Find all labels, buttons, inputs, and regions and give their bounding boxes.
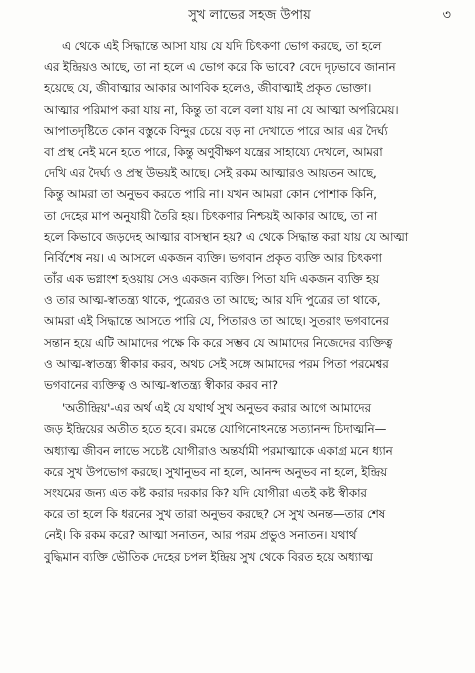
text-line: হয়েছে যে, জীবাত্মার আকার আণবিক হলেও, জীবাত্মাই প্রকৃত ভোক্তা।	[44, 81, 372, 96]
text-line: ও তার আত্ম-স্বাতন্ত্র্য থাকে, পুত্রেরও তা আছে; আর যদি পুত্রের তা থাকে,	[44, 293, 381, 308]
text-line: সংযমের জন্য এত কষ্ট করার দরকার কি? যদি যোগীরা এতই কষ্ট স্বীকার	[44, 485, 367, 500]
text-line: ও আত্ম-স্বাতন্ত্র্য স্বীকার করব, অথচ সেই সঙ্গে আমাদের পরম পিতা পরমেশ্বর	[44, 356, 389, 371]
text-line: এ থেকে এই সিদ্ধান্তে আসা যায় যে যদি চিৎকণা ভোগ করছে, তা হলে	[62, 39, 382, 53]
text-line: তা দেহের মাপ অনুযায়ী তৈরি হয়। চিৎকণার নিশ্চয়ই আকার আছে, তা না	[44, 208, 378, 223]
text-line: নির্বিশেষ নয়। এ আসলে একজন ব্যক্তি। ভগবান প্রকৃত ব্যক্তি আর চিৎকণা	[44, 250, 382, 265]
text-line: আত্মার পরিমাপ করা যায় না, কিন্তু তা বলে বলা যায় না যে আত্মা অপরিমেয়।	[44, 102, 399, 117]
text-line: ভগবানের ব্যক্তিত্ব ও আত্ম-স্বাতন্ত্র্য স্বীকার করব না?	[44, 378, 278, 392]
text-line: করে তা হলে কি ধরনের সুখ তারা অনুভব করছে? সে সুখ অনন্ত—তার শেষ	[44, 507, 386, 522]
text-line: তাঁর এক ভগ্নাংশ হওয়ায় সেও একজন ব্যক্তি। পিতা যদি একজন ব্যক্তি হয়	[44, 272, 379, 287]
text-line: জড় ইন্দ্রিয়ের অতীত হতে হবে। রমন্তে যোগিনোঽনন্তে সত্যানন্দ চিদাত্মনি—	[44, 422, 387, 437]
page-number: ৩	[442, 8, 451, 23]
text-line: বুদ্ধিমান ব্যক্তি ভৌতিক দেহের চপল ইন্দ্রিয় সুখ থেকে বিরত হয়ে অধ্যাত্ম	[44, 549, 373, 564]
text-line: আপাতদৃষ্টিতে কোন বস্তুকে বিন্দুর চেয়ে বড় না দেখাতে পারে আর এর দৈর্ঘ্য	[44, 123, 388, 138]
text-line: করে সুখ উপভোগ করছে। সুখানুভব না হলে, আনন্দ অনুভব না হলে, ইন্দ্রিয়	[44, 464, 387, 479]
text-line: আমরা এই সিদ্ধান্তে আসতে পারি যে, পিতারও তা আছে। সুতরাং ভগবানের	[44, 314, 389, 329]
body-text	[44, 36, 452, 568]
text-line: 'অতীন্দ্রিয়'-এর অর্থ এই যে যথার্থ সুখ অনুভব করার আগে আমাদের	[62, 401, 371, 416]
page-header	[44, 6, 455, 26]
text-line: নেই। কি রকম করে? আত্মা সনাতন, আর পরম প্রভুও সনাতন। যথার্থ	[44, 528, 357, 543]
text-line: কিন্তু আমরা তা অনুভব করতে পারি না। যখন আমরা কোন পোশাক কিনি,	[44, 187, 377, 202]
running-title: সুখ লাভের সহজ উপায়	[188, 8, 311, 23]
text-line: এর ইন্দ্রিয়ও আছে, তা না হলে এ ভোগ করে কি ভাবে? বেদে দৃঢ়ভাবে জানান	[44, 60, 396, 75]
text-line: অধ্যাত্ম জীবন লাভে সচেষ্ট যোগীরাও অন্তর্যামী পরমাত্মাকে একাগ্র মনে ধ্যান	[44, 443, 393, 458]
text-line: বা প্রস্থ নেই মনে হতে পারে, কিন্তু অণুবীক্ষণ যন্ত্রের সাহায্যে দেখলে, আমরা	[44, 144, 383, 159]
text-line: দেখি এর দৈর্ঘ্য ও প্রস্থ উভয়ই আছে। সেই রকম আত্মারও আয়তন আছে,	[44, 166, 377, 181]
text-line: হলে কিভাবে জড়দেহ আত্মার বাসস্থান হয়? এ থেকে সিদ্ধান্ত করা যায় যে আত্মা	[44, 229, 409, 244]
text-line: সন্তান হয়ে এটি আমাদের পক্ষে কি করে সম্ভব যে আমাদের নিজেদের ব্যক্তিত্ব	[44, 335, 393, 350]
